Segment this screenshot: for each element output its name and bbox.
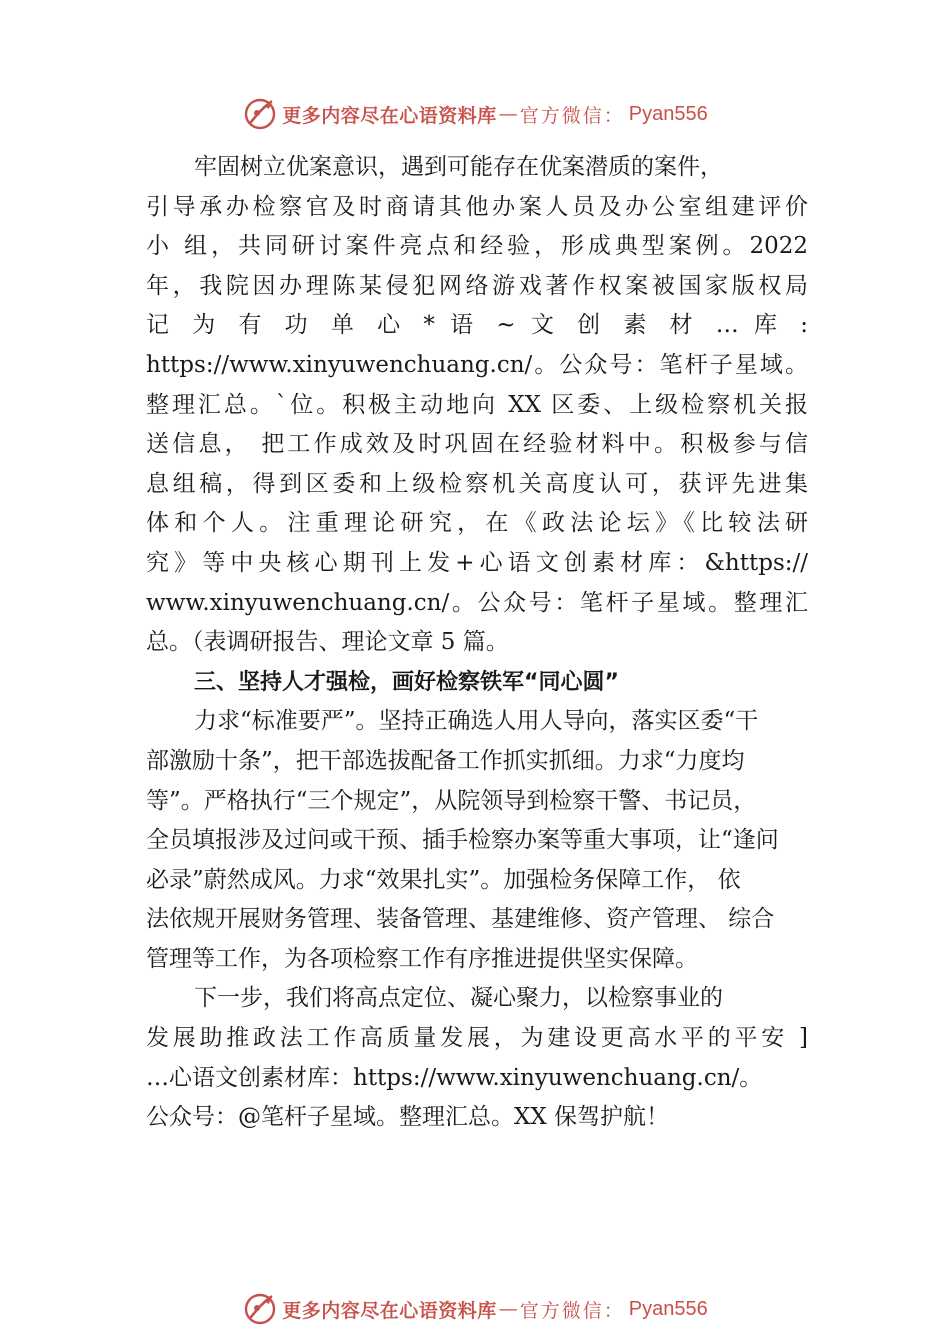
- header-wechat-label: 官方微信：: [519, 104, 625, 127]
- body-line-4: 年，我院因办理陈某侵犯网络游戏著作权案被国家版权局: [146, 272, 808, 299]
- brand-logo-icon: [242, 1291, 278, 1327]
- footer-dash: —: [498, 1298, 518, 1320]
- brand-logo-icon: [242, 96, 278, 132]
- body-line-12: www.xinyuwenchuang.cn/。公众号：笔杆子星域。整理汇: [146, 589, 808, 616]
- header-dash: —: [498, 103, 518, 125]
- body-line-23: 发展助推政法工作高质量发展，为建设更高水平的平安 ]: [146, 1025, 808, 1052]
- body-line-24: …心语文创素材库：https://www.xinyuwenchuang.cn/。: [146, 1064, 763, 1091]
- document-body: [146, 148, 808, 1138]
- body-line-13: 总。（表调研报告、理论文章 5 篇。: [146, 629, 509, 656]
- header-wechat-id: Pyan556: [628, 102, 708, 125]
- body-line-7: 整理汇总。`位。积极主动地向 XX 区委、上级检察机关报: [146, 391, 808, 418]
- body-line-10: 体和个人。注重理论研究，在《政法论坛》《比较法研: [146, 510, 808, 537]
- section-heading: 三、坚持人才强检，画好检察铁军“同心圆”: [194, 669, 619, 695]
- header-brand-text: 更多内容尽在心语资料库: [282, 104, 497, 127]
- body-line-9: 息组稿，得到区委和上级检察机关高度认可，获评先进集: [146, 470, 808, 497]
- body-line-22: 下一步，我们将高点定位、凝心聚力，以检察事业的: [194, 985, 723, 1012]
- footer-brand-text: 更多内容尽在心语资料库: [282, 1299, 497, 1322]
- body-line-15: 力求“标准要严”。坚持正确选人用人导向，落实区委“干: [194, 708, 759, 735]
- body-line-17: 等”。严格执行“三个规定”，从院领导到检察干警、书记员，: [146, 787, 757, 814]
- body-line-6: https://www.xinyuwenchuang.cn/。公众号：笔杆子星域。: [146, 351, 808, 378]
- body-line-1: 牢固树立优案意识，遇到可能存在优案潜质的案件，: [194, 154, 723, 180]
- footer-wechat-label: 官方微信：: [519, 1299, 625, 1322]
- body-line-18: 全员填报涉及过问或干预、插手检察办案等重大事项，让“逢问: [146, 827, 779, 854]
- body-line-8: 送信息， 把工作成效及时巩固在经验材料中。积极参与信: [146, 431, 808, 458]
- footer-banner: [0, 1289, 950, 1329]
- body-line-19: 必录”蔚然成风。力求“效果扎实”。加强检务保障工作， 依: [146, 866, 741, 893]
- body-line-3: 小 组，共同研讨案件亮点和经验，形成典型案例。2022: [146, 233, 808, 260]
- body-line-25: 公众号：@笔杆子星域。整理汇总。XX 保驾护航！: [146, 1104, 670, 1131]
- body-line-5: 记 为 有 功 单 心 * 语 ~ 文 创 素 材 … 库 :: [146, 312, 808, 339]
- body-line-11: 究》等中央核心期刊上发+心语文创素材库：&https://: [146, 549, 808, 576]
- body-line-2: 引导承办检察官及时商请其他办案人员及办公室组建评价: [146, 193, 808, 220]
- body-line-16: 部激励十条”，把干部选拔配备工作抓实抓细。力求“力度均: [146, 747, 745, 774]
- footer-wechat-id: Pyan556: [628, 1297, 708, 1320]
- body-line-21: 管理等工作，为各项检察工作有序推进提供坚实保障。: [146, 945, 698, 972]
- header-banner: [0, 94, 950, 134]
- body-line-20: 法依规开展财务管理、装备管理、基建维修、资产管理、 综合: [146, 906, 775, 933]
